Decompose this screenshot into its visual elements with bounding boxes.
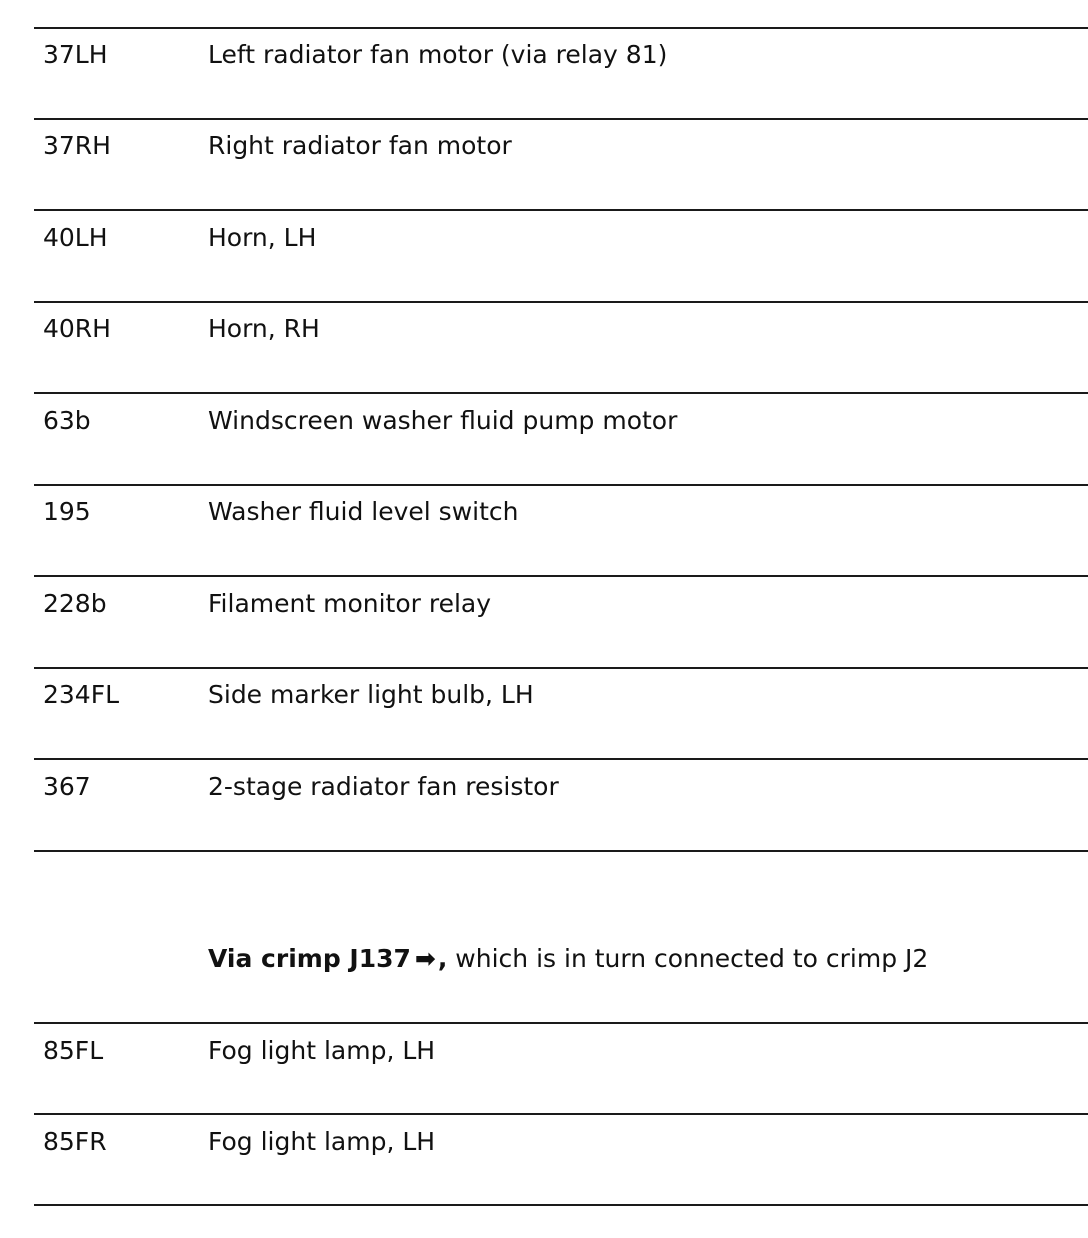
table-divider [34,118,1088,120]
table-divider [34,209,1088,211]
table-divider [34,1204,1088,1206]
component-code: 85FR [43,1127,107,1156]
table-divider [34,392,1088,394]
crimp-note-text: which is in turn connected to crimp J2 [447,944,929,973]
component-description: Fog light lamp, LH [208,1127,436,1156]
table-divider [34,667,1088,669]
table-divider [34,484,1088,486]
component-description: Side marker light bulb, LH [208,680,534,709]
component-description: Horn, RH [208,314,320,343]
table-divider [34,1113,1088,1115]
component-description: Right radiator fan motor [208,131,512,160]
table-divider [34,301,1088,303]
component-description: Washer fluid level switch [208,497,519,526]
table-divider [34,575,1088,577]
table-divider [34,850,1088,852]
table-divider [34,27,1088,29]
component-code: 40RH [43,314,111,343]
crimp-note [208,944,928,974]
component-code: 367 [43,772,91,801]
component-description: Horn, LH [208,223,317,252]
crimp-note-comma: , [437,944,448,973]
crimp-note-bold: Via crimp J137 [208,944,411,973]
right-arrow-icon[interactable]: ➡ [414,944,436,973]
component-description: Left radiator fan motor (via relay 81) [208,40,668,69]
component-code: 40LH [43,223,108,252]
component-code: 37RH [43,131,111,160]
component-description: Filament monitor relay [208,589,492,618]
component-code: 37LH [43,40,108,69]
component-description: 2-stage radiator fan resistor [208,772,559,801]
component-code: 195 [43,497,91,526]
component-code: 63b [43,406,91,435]
component-description: Fog light lamp, LH [208,1036,436,1065]
component-description: Windscreen washer fluid pump motor [208,406,678,435]
component-code: 85FL [43,1036,104,1065]
table-divider [34,1022,1088,1024]
component-code: 234FL [43,680,120,709]
table-divider [34,758,1088,760]
component-code: 228b [43,589,107,618]
